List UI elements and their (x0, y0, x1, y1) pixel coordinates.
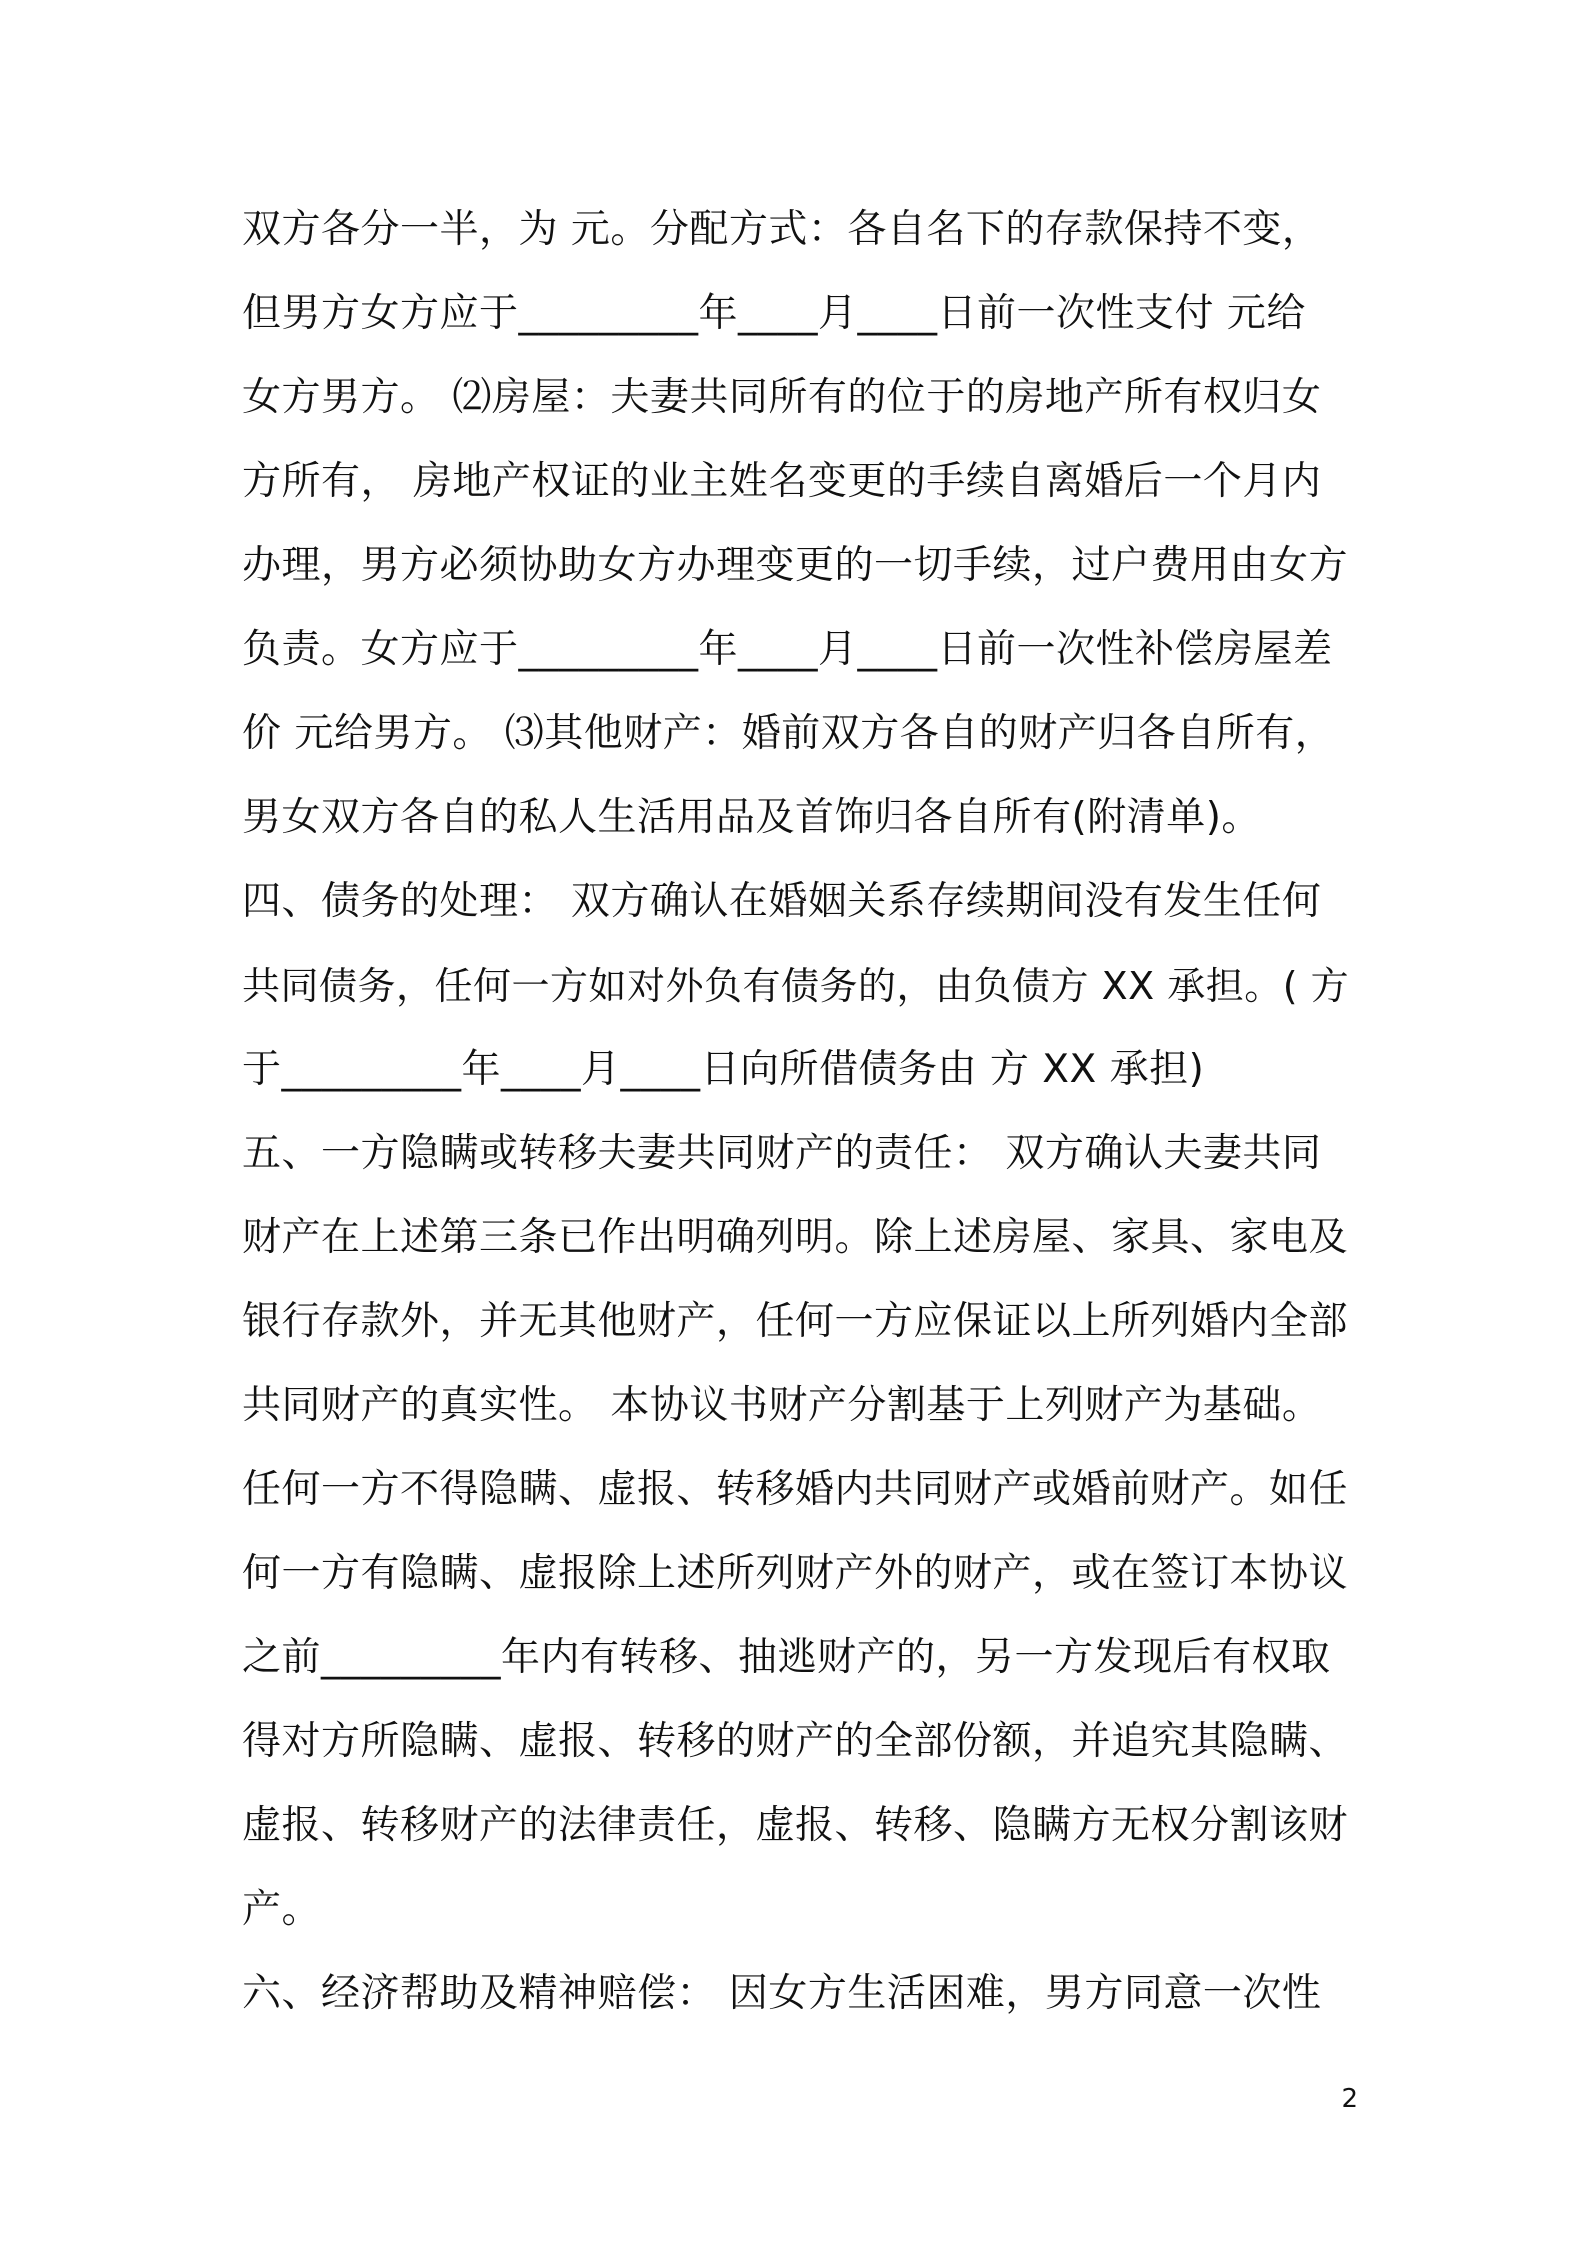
text-line: 之前_________年内有转移、抽逃财产的，另一方发现后有权取 (242, 1635, 1331, 1680)
text-line: 男女双方各自的私人生活用品及首饰归各自所有(附清单)。 (242, 795, 1261, 840)
text-line: 女方男方。 ⑵房屋：夫妻共同所有的位于的房地产所有权归女 (242, 375, 1322, 420)
text-line: 方所有， 房地产权证的业主姓名变更的手续自离婚后一个月内 (242, 459, 1322, 504)
text-line: 银行存款外，并无其他财产，任何一方应保证以上所列婚内全部 (242, 1299, 1349, 1344)
section-heading-debt: 四、债务的处理： 双方确认在婚姻关系存续期间没有发生任何 (242, 879, 1322, 924)
text-line: 财产在上述第三条已作出明确列明。除上述房屋、家具、家电及 (242, 1215, 1349, 1260)
text-line: 共同财产的真实性。 本协议书财产分割基于上列财产为基础。 (242, 1383, 1322, 1428)
text-line: 价 元给男方。 ⑶其他财产：婚前双方各自的财产归各自所有， (242, 711, 1335, 756)
text-line: 双方各分一半，为 元。分配方式：各自名下的存款保持不变， (242, 207, 1322, 252)
section-heading-compensation: 六、经济帮助及精神赔偿： 因女方生活困难，男方同意一次性 (242, 1971, 1322, 2016)
text-line: 但男方女方应于_________年____月____日前一次性支付 元给 (242, 291, 1306, 336)
text-line: 于_________年____月____日向所借债务由 方 XX 承担) (242, 1047, 1205, 1092)
text-line: 何一方有隐瞒、虚报除上述所列财产外的财产，或在签订本协议 (242, 1551, 1349, 1596)
text-line: 负责。女方应于_________年____月____日前一次性补偿房屋差 (242, 627, 1333, 672)
text-line: 产。 (242, 1887, 322, 1932)
text-line: 任何一方不得隐瞒、虚报、转移婚内共同财产或婚前财产。如任 (242, 1467, 1349, 1512)
text-line: 得对方所隐瞒、虚报、转移的财产的全部份额，并追究其隐瞒、 (242, 1719, 1349, 1764)
page-number: 2 (1341, 2084, 1358, 2114)
agreement-text (242, 188, 1362, 2036)
text-line: 虚报、转移财产的法律责任，虚报、转移、隐瞒方无权分割该财 (242, 1803, 1349, 1848)
text-line: 办理，男方必须协助女方办理变更的一切手续，过户费用由女方 (242, 543, 1349, 588)
text-line: 共同债务，任何一方如对外负有债务的，由负债方 XX 承担。( 方 (242, 964, 1350, 1008)
section-heading-concealment: 五、一方隐瞒或转移夫妻共同财产的责任： 双方确认夫妻共同 (242, 1131, 1322, 1176)
